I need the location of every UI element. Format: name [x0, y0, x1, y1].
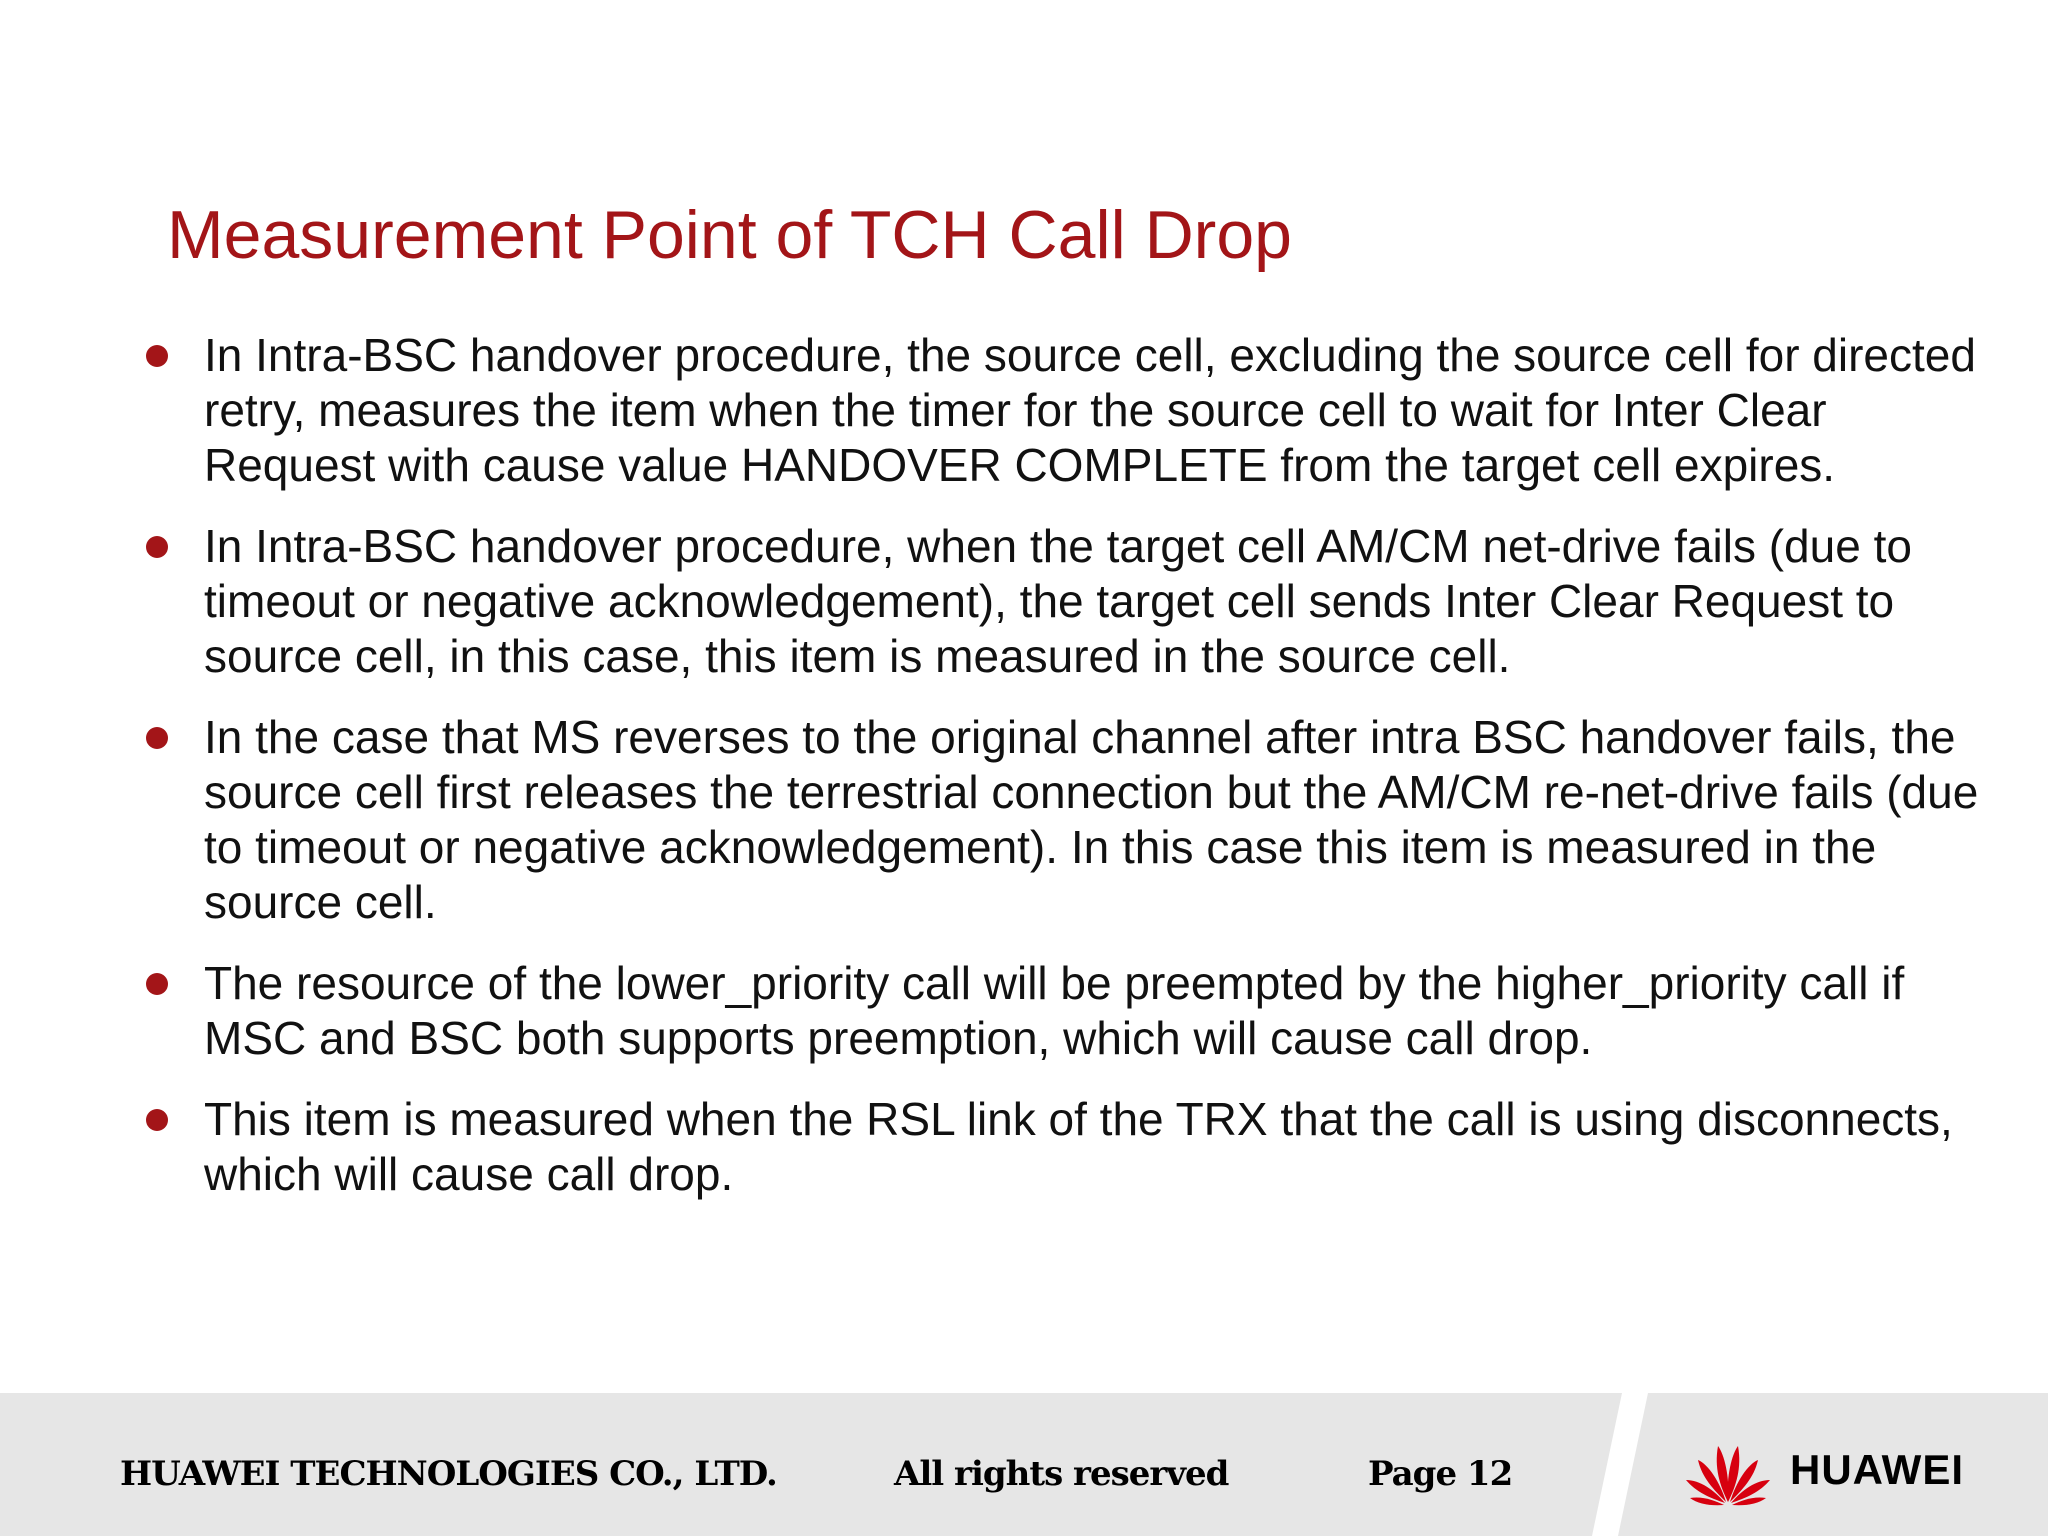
slide-title: Measurement Point of TCH Call Drop: [167, 197, 1292, 273]
page-number: Page 12: [1368, 1454, 1513, 1494]
footer-divider: [1588, 1393, 1648, 1536]
bullet-dot-icon: [146, 973, 168, 995]
footer-rights: All rights reserved: [894, 1454, 1229, 1494]
bullet-text: In Intra-BSC handover procedure, the source cell, excluding the source cell for directed retry, measures the item when the timer for the source cell to wait for Inter Clear Request with cause value HANDOVER COMPLETE from the target cell expires.: [204, 329, 1976, 491]
bullet-dot-icon: [146, 536, 168, 558]
bullet-text: This item is measured when the RSL link of the TRX that the call is using disconnects, which will cause call drop.: [204, 1093, 1953, 1200]
bullet-item: [140, 956, 1980, 1066]
bullet-dot-icon: [146, 345, 168, 367]
bullet-text: In the case that MS reverses to the original channel after intra BSC handover fails, the source cell first releases the terrestrial connection but the AM/CM re-net-drive fails (due to timeout or negative acknowledgement). In this case this item is measured in the source cell.: [204, 711, 1979, 928]
logo-wordmark: HUAWEI: [1790, 1446, 1964, 1493]
bullet-item: [140, 1092, 1980, 1202]
bullet-dot-icon: [146, 727, 168, 749]
bullet-text: The resource of the lower_priority call will be preempted by the higher_priority call if MSC and BSC both supports preemption, which will cause call drop.: [204, 957, 1905, 1064]
footer-company: HUAWEI TECHNOLOGIES CO., LTD.: [120, 1454, 777, 1494]
huawei-flower-icon: [1680, 1428, 1776, 1508]
bullet-item: [140, 519, 1980, 684]
bullet-item: [140, 328, 1980, 493]
bullet-text: In Intra-BSC handover procedure, when the target cell AM/CM net-drive fails (due to timeout or negative acknowledgement), the target cell sends Inter Clear Request to source cell, in this case, this item is measured in the source cell.: [204, 520, 1912, 682]
bullet-dot-icon: [146, 1109, 168, 1131]
bullet-list: [140, 328, 1980, 1228]
bullet-item: [140, 710, 1980, 930]
